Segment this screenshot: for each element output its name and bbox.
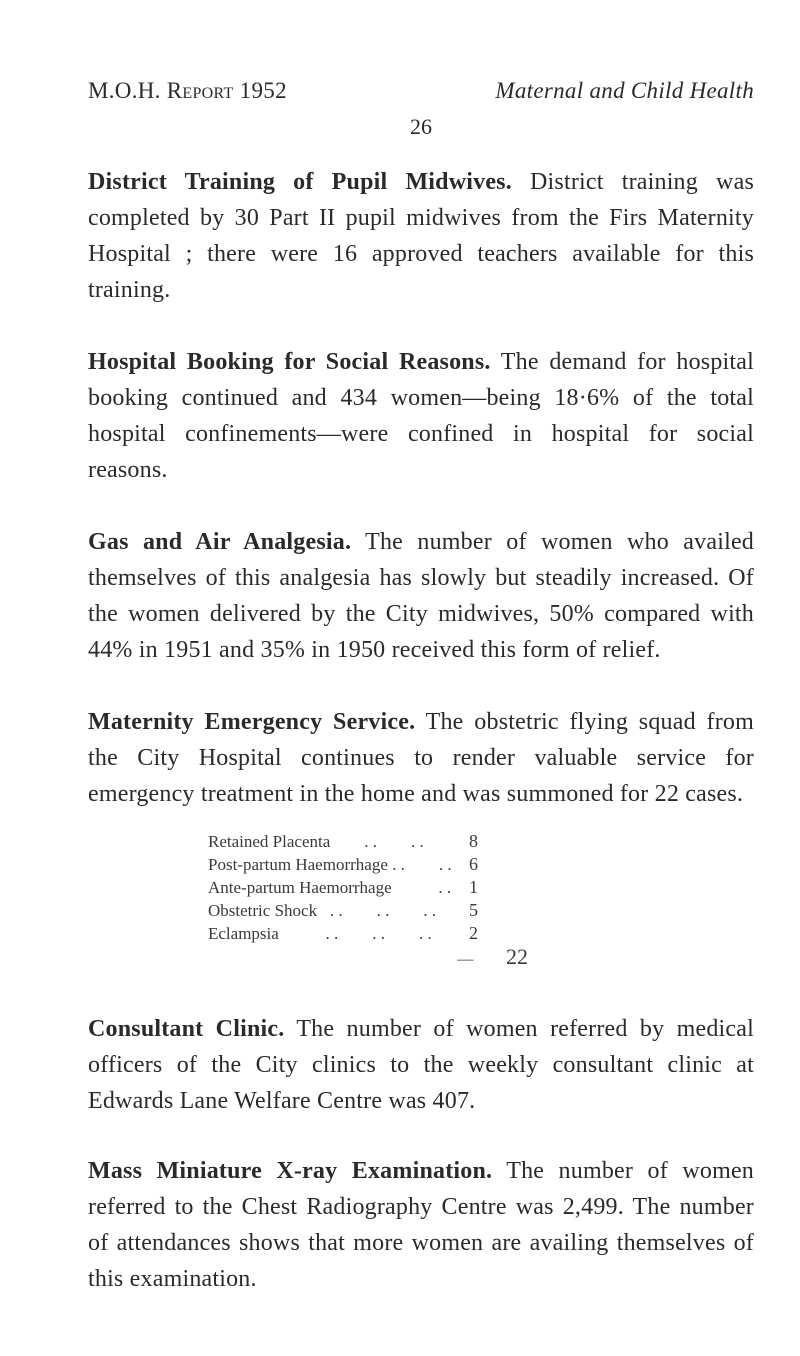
case-label: Retained Placenta . . . . — [208, 832, 424, 851]
table-row — [208, 853, 528, 876]
paragraph-hospital-booking — [88, 344, 754, 488]
total-rule: — — [457, 951, 474, 968]
case-label: Obstetric Shock . . . . . . — [208, 901, 437, 920]
paragraph-heading: District Training of Pupil Midwives. — [88, 169, 512, 195]
case-count: 8 — [469, 831, 478, 851]
paragraph-text: The demand for hospital booking continued and 434 women—being 18·6% of the total hospital confinements—were confined in hospital for social reasons. — [88, 349, 754, 483]
total-row — [208, 945, 528, 971]
case-label: Ante-partum Haemorrhage . . — [208, 878, 452, 897]
paragraph-heading: Consultant Clinic. — [88, 1016, 285, 1042]
emergency-cases-table — [208, 830, 528, 971]
case-count: 2 — [469, 923, 478, 943]
paragraph-consultant-clinic — [88, 1011, 754, 1119]
paragraph-heading: Maternity Emergency Service. — [88, 709, 416, 735]
document-page — [88, 76, 754, 1297]
paragraph-heading: Gas and Air Analgesia. — [88, 529, 352, 555]
page-number: 26 — [410, 114, 432, 139]
paragraph-mass-xray — [88, 1153, 754, 1297]
paragraph-maternity-emergency — [88, 704, 754, 812]
case-count: 1 — [469, 877, 478, 897]
paragraph-heading: Mass Miniature X-ray Examination. — [88, 1158, 493, 1184]
paragraph-text: The obstetric flying squad from the City Hospital continues to render valuable service for emergency treatment in the home and was summoned for 22 cases. — [88, 709, 754, 807]
paragraph-text: The number of women referred by medical officers of the City clinics to the weekly consultant clinic at Edwards Lane Welfare Centre was 407. — [88, 1016, 754, 1114]
report-title: M.O.H. Report 1952 — [88, 78, 287, 103]
paragraph-text: The number of women who availed themselves of this analgesia has slowly but steadily increased. Of the women delivered by the City midwives, 50% compared with 44% in 1951 and 35% in 1950 received this form of relief. — [88, 529, 754, 663]
paragraph-heading: Hospital Booking for Social Reasons. — [88, 349, 491, 375]
paragraph-text: The number of women referred to the Chest Radiography Centre was 2,499. The number of attendances shows that more women are availing themselves of this examination. — [88, 1158, 754, 1292]
paragraph-district-training — [88, 164, 754, 308]
section-title: Maternal and Child Health — [495, 78, 754, 103]
case-count: 5 — [469, 900, 478, 920]
total-count: 22 — [506, 944, 528, 969]
case-label: Post-partum Haemorrhage . . . . — [208, 855, 452, 874]
running-header — [88, 76, 754, 106]
case-label: Eclampsia . . . . . . — [208, 924, 432, 943]
paragraph-text: District training was completed by 30 Part II pupil midwives from the Firs Maternity Hospital ; there were 16 approved teachers available for this training. — [88, 169, 754, 303]
paragraph-gas-air-analgesia — [88, 524, 754, 668]
table-row — [208, 922, 528, 945]
table-row — [208, 876, 528, 899]
case-count: 6 — [469, 854, 478, 874]
table-row — [208, 830, 528, 853]
table-row — [208, 899, 528, 922]
